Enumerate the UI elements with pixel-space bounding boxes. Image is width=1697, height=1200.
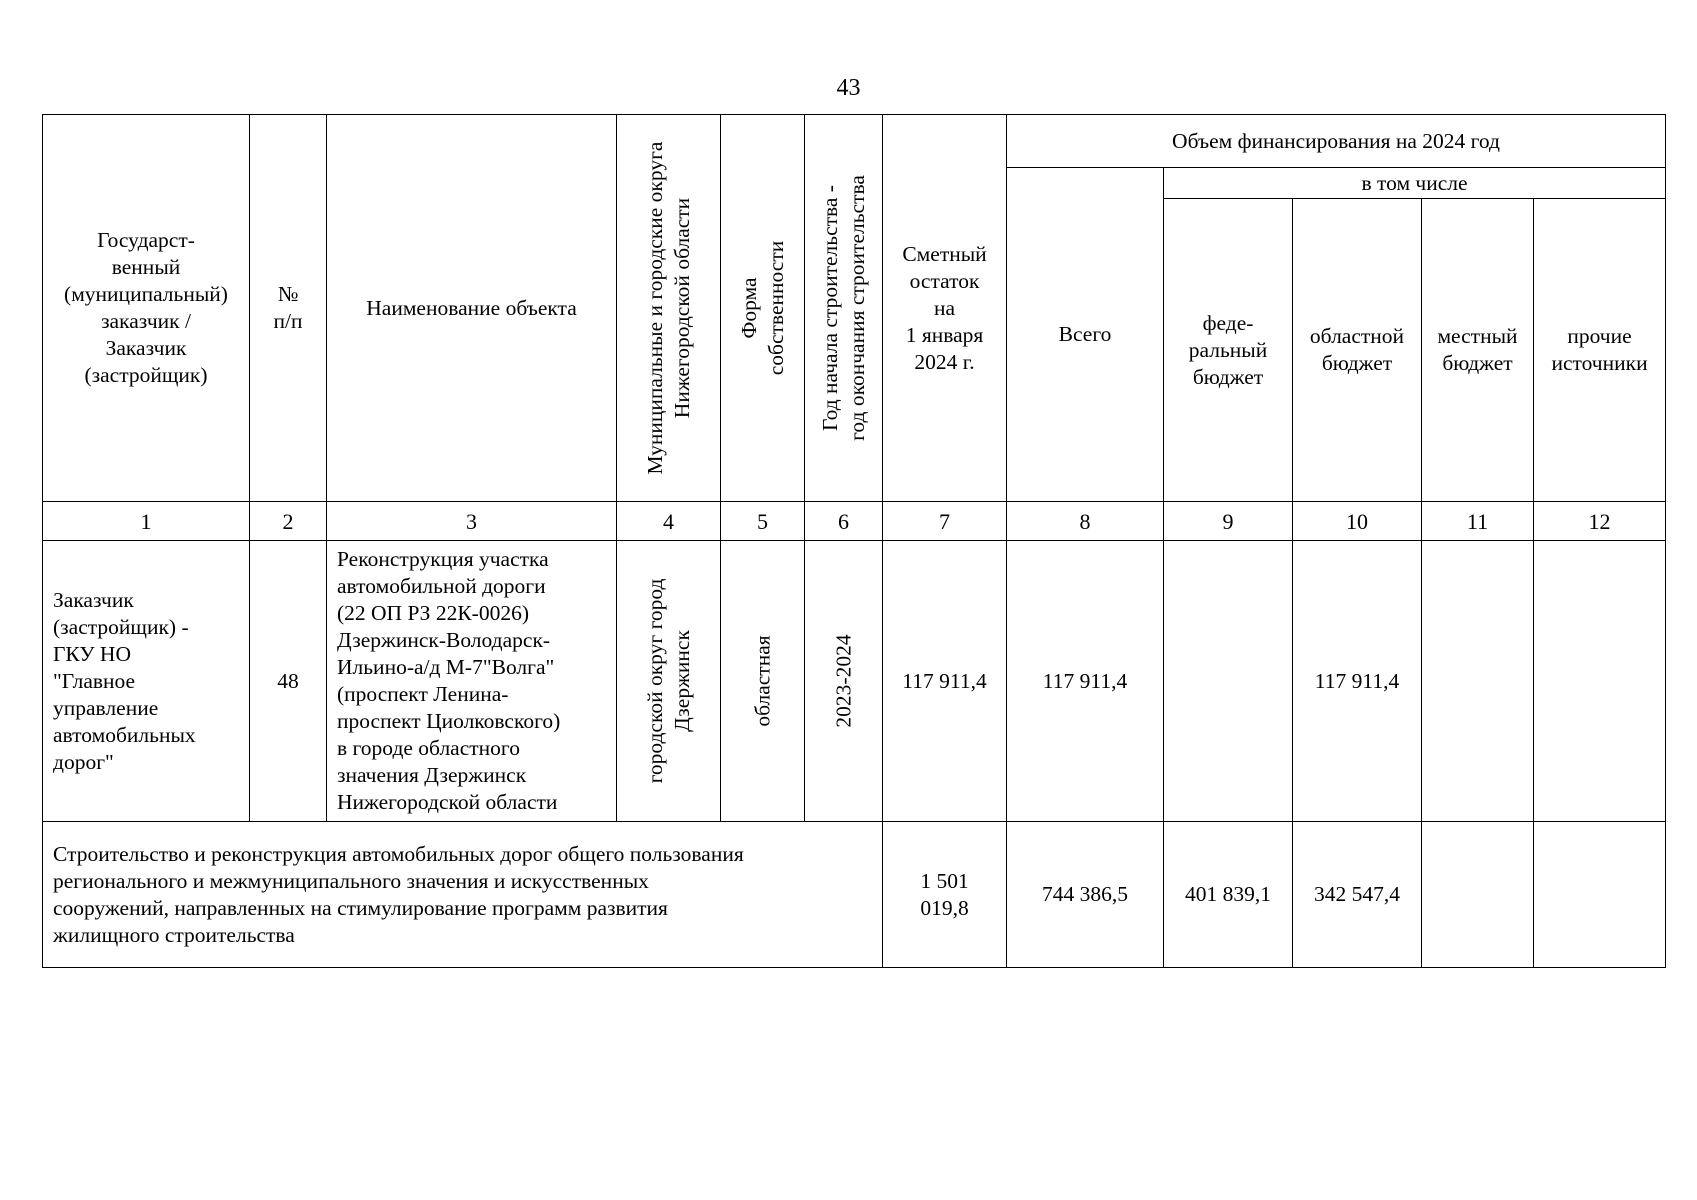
column-number: 2 [250,502,327,541]
column-number: 3 [327,502,617,541]
row-num: 48 [250,541,327,822]
row-total: 117 911,4 [1007,541,1164,822]
column-number: 7 [883,502,1007,541]
row-regional: 117 911,4 [1293,541,1422,822]
page-number: 43 [836,75,861,101]
column-number: 6 [805,502,883,541]
header-years: Год начала строительства - год окончания строительства [805,115,883,502]
header-ownership: Форма собственности [721,115,805,502]
header-object-name: Наименование объекта [327,115,617,502]
table-row [43,541,1666,822]
total-federal: 401 839,1 [1164,822,1293,968]
column-number: 5 [721,502,805,541]
row-estimate: 117 911,4 [883,541,1007,822]
row-object-name: Реконструкция участка автомобильной дороги (22 ОП РЗ 22К-0026) Дзержинск-Володарск- Ильино-а/д М-7"Волга" (проспект Ленина- проспект Циолковского) в городе областного значения Дзержинск Нижегородской области [327,541,617,822]
total-total: 744 386,5 [1007,822,1164,968]
total-other [1534,822,1666,968]
row-federal [1164,541,1293,822]
header-regional: областной бюджет [1293,199,1422,502]
column-number: 8 [1007,502,1164,541]
financing-table [42,114,1666,968]
total-regional: 342 547,4 [1293,822,1422,968]
header-total: Всего [1007,168,1164,502]
column-number: 4 [617,502,721,541]
column-number-row [43,502,1666,541]
row-customer: Заказчик (застройщик) - ГКУ НО "Главное управление автомобильных дорог" [43,541,250,822]
row-local [1422,541,1534,822]
row-municipality: городской округ город Дзержинск [617,541,721,822]
header-municipality: Муниципальные и городские округа Нижегородской области [617,115,721,502]
total-local [1422,822,1534,968]
total-row [43,822,1666,968]
header-estimate: Сметный остаток на 1 января 2024 г. [883,115,1007,502]
header-including: в том числе [1164,168,1666,199]
header-num: № п/п [250,115,327,502]
header-federal: феде- ральный бюджет [1164,199,1293,502]
column-number: 1 [43,502,250,541]
total-estimate: 1 501 019,8 [883,822,1007,968]
header-customer: Государст- венный (муниципальный) заказчик / Заказчик (застройщик) [43,115,250,502]
header-local: местный бюджет [1422,199,1534,502]
header-financing: Объем финансирования на 2024 год [1007,115,1666,168]
header-other: прочие источники [1534,199,1666,502]
row-years: 2023-2024 [805,541,883,822]
total-label: Строительство и реконструкция автомобильных дорог общего пользования регионального и межмуниципального значения и искусственных сооружений, направленных на стимулирование программ развития жилищного строительства [43,822,883,968]
column-number: 9 [1164,502,1293,541]
row-other [1534,541,1666,822]
column-number: 10 [1293,502,1422,541]
row-ownership: областная [721,541,805,822]
column-number: 11 [1422,502,1534,541]
column-number: 12 [1534,502,1666,541]
